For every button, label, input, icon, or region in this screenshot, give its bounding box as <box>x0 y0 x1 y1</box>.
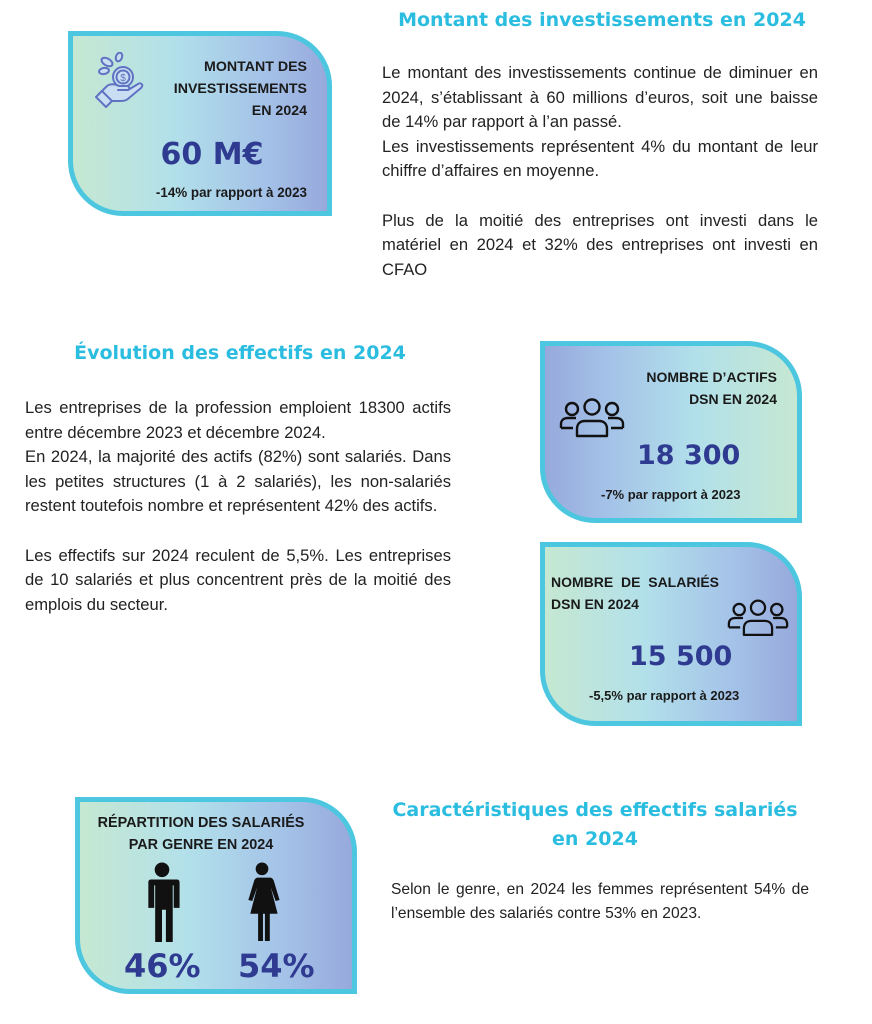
investment-value: 60 M€ <box>160 137 264 172</box>
label-line: DSN EN 2024 <box>551 596 639 612</box>
active-workers-label <box>646 366 777 410</box>
characteristics-section-title <box>385 796 805 854</box>
label-line: RÉPARTITION DES SALARIÉS <box>97 815 305 831</box>
characteristics-text <box>391 878 809 925</box>
label-line: INVESTISSEMENTS <box>173 81 307 97</box>
women-percentage: 54% <box>238 947 315 985</box>
investment-text <box>382 61 818 282</box>
investment-paragraph: Les investissements représentent 4% du montant de leur chiffre d’affaires en moyenne. <box>382 136 818 181</box>
people-group-icon <box>727 599 789 637</box>
label-line: DSN EN 2024 <box>689 391 777 407</box>
investment-card <box>68 31 332 216</box>
label-line: PAR GENRE EN 2024 <box>128 837 274 853</box>
employees-card <box>540 542 802 726</box>
employees-value: 15 500 <box>629 641 733 672</box>
investment-delta: -14% par rapport à 2023 <box>155 185 307 200</box>
workforce-paragraph: En 2024, la majorité des actifs (82%) sont salariés. Dans les petites structures (1 à 2 salariés), les non-salariés restent toutefois nombre et représentent 42% des actifs. <box>25 447 451 516</box>
gender-card <box>75 797 357 994</box>
people-group-icon <box>559 398 625 438</box>
workforce-text <box>25 396 451 617</box>
employees-label <box>551 571 719 615</box>
svg-text:$: $ <box>120 73 126 84</box>
man-icon <box>144 862 180 942</box>
active-workers-card <box>540 341 802 523</box>
label-line: MONTANT DES <box>204 59 307 75</box>
workforce-paragraph: Les effectifs sur 2024 reculent de 5,5%. Les entreprises de 10 salariés et plus concentrent près de la moitié des emplois du secteur. <box>25 545 451 614</box>
active-workers-value: 18 300 <box>637 440 741 471</box>
label-line: NOMBRE DE SALARIÉS <box>551 574 720 590</box>
characteristics-paragraph: Selon le genre, en 2024 les femmes représentent 54% de l’ensemble des salariés contre 53% en 2023. <box>391 881 809 922</box>
gender-card-label <box>80 812 322 856</box>
money-hand-icon <box>95 52 147 110</box>
investment-section-title: Montant des investissements en 2024 <box>398 9 806 31</box>
title-line: Caractéristiques des effectifs salariés <box>392 799 798 821</box>
workforce-paragraph: Les entreprises de la profession emploient 18300 actifs entre décembre 2023 et décembre 2024. <box>25 398 451 442</box>
investment-paragraph: Plus de la moitié des entreprises ont investi dans le matériel en 2024 et 32% des entreprises ont investi en CFAO <box>382 210 818 279</box>
label-line: NOMBRE D’ACTIFS <box>646 369 777 385</box>
employees-delta: -5,5% par rapport à 2023 <box>589 688 740 703</box>
workforce-section-title: Évolution des effectifs en 2024 <box>74 342 406 364</box>
investment-paragraph: Le montant des investissements continue de diminuer en 2024, s’établissant à 60 millions d’euros, soit une baisse de 14% par rapport à l’an passé. <box>382 63 818 132</box>
woman-icon <box>242 862 282 942</box>
title-line: en 2024 <box>552 828 638 850</box>
label-line: EN 2024 <box>251 103 307 119</box>
investment-card-label <box>174 56 307 122</box>
active-workers-delta: -7% par rapport à 2023 <box>601 487 741 502</box>
men-percentage: 46% <box>124 947 201 985</box>
